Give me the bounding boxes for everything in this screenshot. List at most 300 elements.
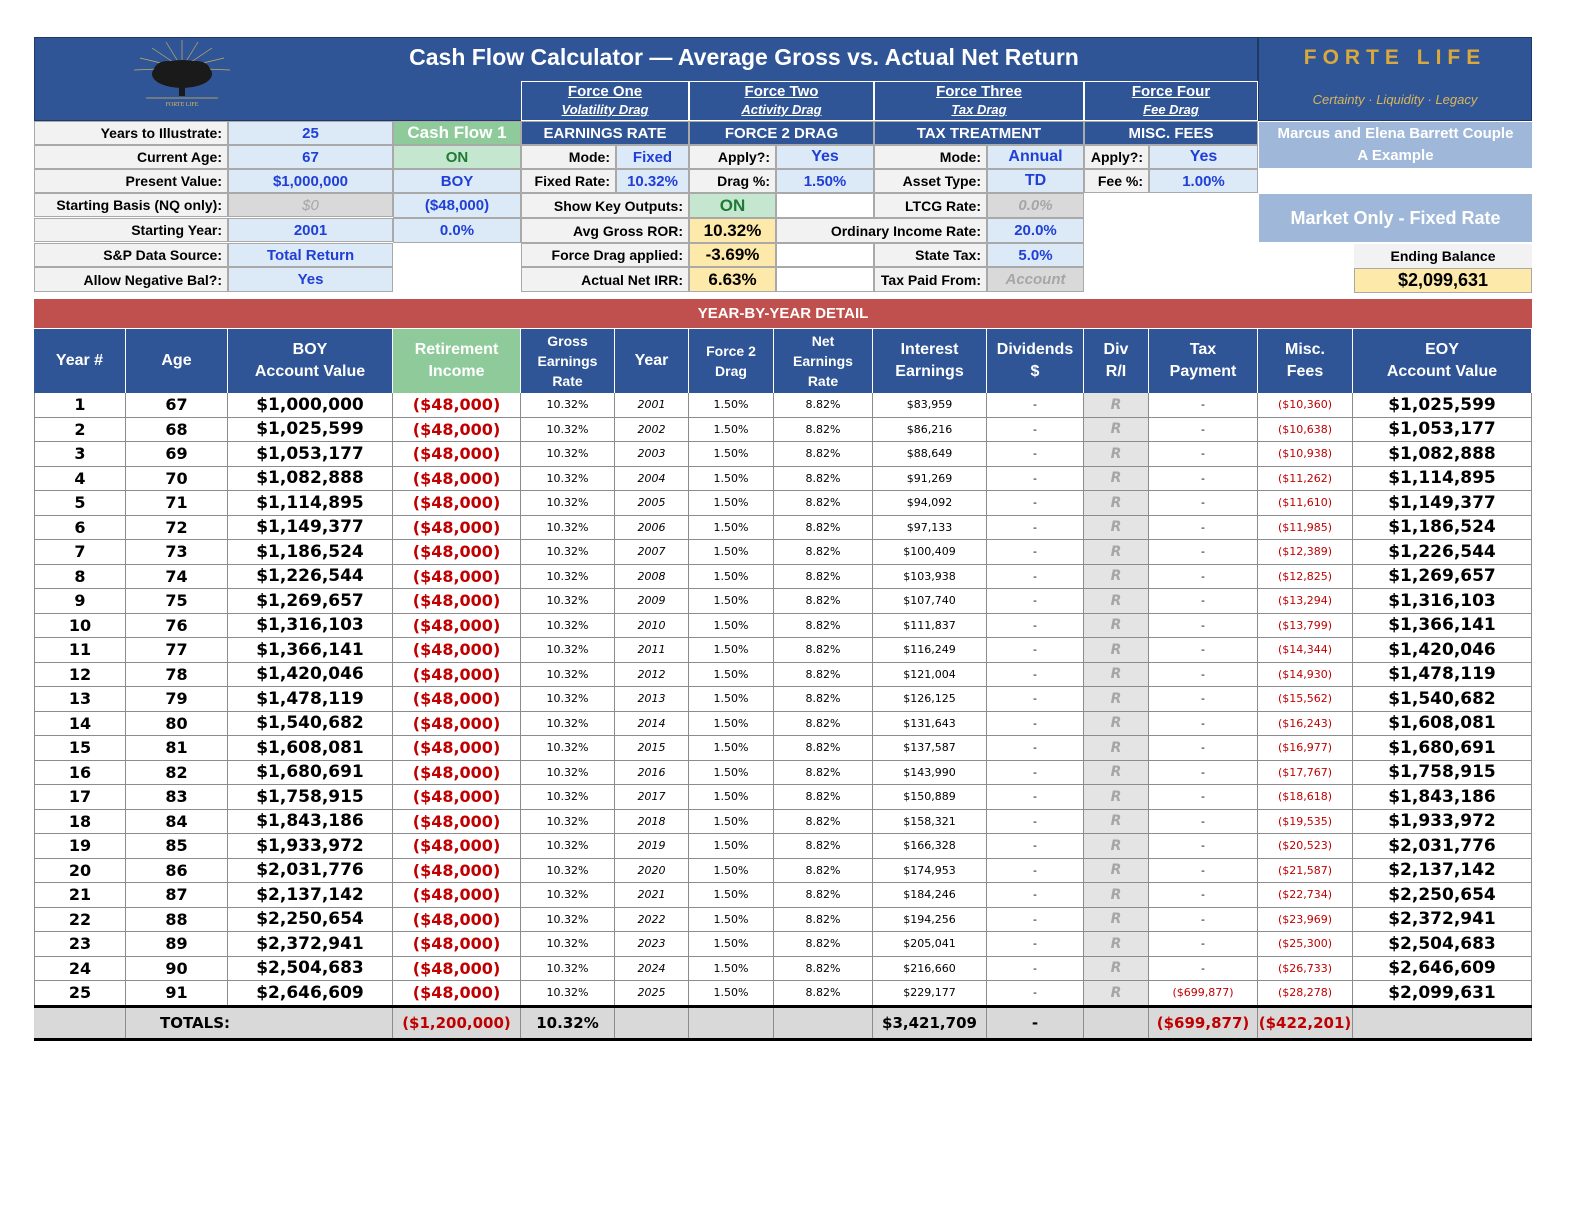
cell-retirement-income: ($48,000) — [393, 785, 521, 810]
cell-age: 78 — [126, 663, 228, 688]
cell-force2-drag: 1.50% — [689, 883, 774, 908]
cell-dividends: - — [987, 687, 1084, 712]
cell-year: 2021 — [615, 883, 689, 908]
cell-year: 2018 — [615, 810, 689, 835]
cell-net-rate: 8.82% — [774, 761, 873, 786]
cell-eoy-value: $1,053,177 — [1353, 418, 1532, 443]
earnings-mode-select[interactable]: Fixed — [616, 145, 689, 169]
cell-force2-drag: 1.50% — [689, 761, 774, 786]
net-irr-label: Actual Net IRR: — [521, 267, 689, 292]
cell-dividends: - — [987, 932, 1084, 957]
table-row — [34, 957, 1532, 982]
cell-net-rate: 8.82% — [774, 932, 873, 957]
table-row — [34, 859, 1532, 884]
cell-boy-value: $1,680,691 — [228, 761, 393, 786]
cell-boy-value: $1,082,888 — [228, 467, 393, 492]
cell-boy-value: $1,114,895 — [228, 491, 393, 516]
cell-retirement-income: ($48,000) — [393, 638, 521, 663]
cell-year-num: 4 — [34, 467, 126, 492]
cell-year-num: 1 — [34, 393, 126, 418]
cell-boy-value: $1,269,657 — [228, 589, 393, 614]
cell-age: 77 — [126, 638, 228, 663]
sp-source-select[interactable]: Total Return — [228, 243, 393, 267]
show-outputs-label: Show Key Outputs: — [521, 193, 689, 218]
table-row — [34, 736, 1532, 761]
cell-tax-payment: - — [1149, 491, 1258, 516]
total-dividends: - — [987, 1008, 1084, 1038]
cell-year-num: 21 — [34, 883, 126, 908]
cell-net-rate: 8.82% — [774, 712, 873, 737]
cell-gross-rate: 10.32% — [521, 516, 615, 541]
avg-ror-label: Avg Gross ROR: — [521, 218, 689, 243]
cell-div-ri: R — [1084, 932, 1149, 957]
cell-gross-rate: 10.32% — [521, 834, 615, 859]
col-header-net-rate: Net Earnings Rate — [774, 329, 873, 393]
cell-eoy-value: $1,420,046 — [1353, 638, 1532, 663]
cell-tax-payment: - — [1149, 565, 1258, 590]
cell-dividends: - — [987, 712, 1084, 737]
age-input[interactable]: 67 — [228, 145, 393, 169]
col-header-misc-fees: Misc. Fees — [1258, 329, 1353, 393]
table-row — [34, 785, 1532, 810]
cell-div-ri: R — [1084, 810, 1149, 835]
cell-dividends: - — [987, 565, 1084, 590]
cell-year: 2020 — [615, 859, 689, 884]
cell-net-rate: 8.82% — [774, 981, 873, 1006]
cell-age: 72 — [126, 516, 228, 541]
cell-tax-payment: - — [1149, 712, 1258, 737]
cell-gross-rate: 10.32% — [521, 810, 615, 835]
cell-dividends: - — [987, 981, 1084, 1006]
cell-year: 2013 — [615, 687, 689, 712]
cell-dividends: - — [987, 418, 1084, 443]
cell-div-ri: R — [1084, 540, 1149, 565]
cell-dividends: - — [987, 491, 1084, 516]
cell-year-num: 23 — [34, 932, 126, 957]
basis-input[interactable]: $0 — [228, 193, 393, 217]
cell-interest-earnings: $86,216 — [873, 418, 987, 443]
cell-div-ri: R — [1084, 883, 1149, 908]
force-one-subtitle: Volatility Drag — [561, 102, 649, 117]
cell-tax-payment: - — [1149, 687, 1258, 712]
cell-boy-value: $2,031,776 — [228, 859, 393, 884]
cell-dividends: - — [987, 785, 1084, 810]
cell-div-ri: R — [1084, 638, 1149, 663]
cell-age: 79 — [126, 687, 228, 712]
cell-net-rate: 8.82% — [774, 785, 873, 810]
cell-net-rate: 8.82% — [774, 491, 873, 516]
ending-balance-value: $2,099,631 — [1354, 268, 1532, 293]
cell-misc-fees: ($18,618) — [1258, 785, 1353, 810]
cell-retirement-income: ($48,000) — [393, 589, 521, 614]
cell-retirement-income: ($48,000) — [393, 491, 521, 516]
force2-drag-label: Drag %: — [689, 169, 776, 193]
years-label: Years to Illustrate: — [34, 121, 228, 145]
cell-net-rate: 8.82% — [774, 467, 873, 492]
cell-year: 2019 — [615, 834, 689, 859]
cell-gross-rate: 10.32% — [521, 467, 615, 492]
col-header-year: Year — [615, 329, 689, 393]
cell-year-num: 11 — [34, 638, 126, 663]
table-row — [34, 810, 1532, 835]
cell-year-num: 12 — [34, 663, 126, 688]
earnings-rate-header: EARNINGS RATE — [521, 121, 689, 145]
cell-force2-drag: 1.50% — [689, 712, 774, 737]
fee-pct-input[interactable]: 1.00% — [1149, 169, 1258, 193]
cell-year: 2011 — [615, 638, 689, 663]
cell-dividends: - — [987, 736, 1084, 761]
cell-dividends: - — [987, 663, 1084, 688]
forte-life-logo — [126, 38, 238, 120]
table-row — [34, 540, 1532, 565]
cell-tax-payment: - — [1149, 663, 1258, 688]
cell-year-num: 10 — [34, 614, 126, 639]
cell-dividends: - — [987, 393, 1084, 418]
table-row — [34, 393, 1532, 418]
cell-net-rate: 8.82% — [774, 540, 873, 565]
cell-misc-fees: ($21,587) — [1258, 859, 1353, 884]
cell-boy-value: $2,372,941 — [228, 932, 393, 957]
cell-year: 2023 — [615, 932, 689, 957]
cell-div-ri: R — [1084, 859, 1149, 884]
cell-force2-drag: 1.50% — [689, 810, 774, 835]
cell-div-ri: R — [1084, 663, 1149, 688]
drag-applied-label: Force Drag applied: — [521, 243, 689, 267]
cell-eoy-value: $1,540,682 — [1353, 687, 1532, 712]
net-irr-value: 6.63% — [689, 267, 776, 292]
cell-interest-earnings: $137,587 — [873, 736, 987, 761]
cell-force2-drag: 1.50% — [689, 957, 774, 982]
cell-div-ri: R — [1084, 589, 1149, 614]
logo-text: FORTE LIFE — [165, 102, 199, 108]
avg-ror-value: 10.32% — [689, 218, 776, 243]
cell-dividends: - — [987, 467, 1084, 492]
totals-row — [34, 1005, 1532, 1041]
cell-div-ri: R — [1084, 712, 1149, 737]
cell-tax-payment: - — [1149, 736, 1258, 761]
cell-force2-drag: 1.50% — [689, 908, 774, 933]
cell-gross-rate: 10.32% — [521, 859, 615, 884]
cell-eoy-value: $1,114,895 — [1353, 467, 1532, 492]
cell-div-ri: R — [1084, 614, 1149, 639]
cell-force2-drag: 1.50% — [689, 418, 774, 443]
cell-year-num: 24 — [34, 957, 126, 982]
cell-year-num: 18 — [34, 810, 126, 835]
cell-dividends: - — [987, 810, 1084, 835]
cell-age: 90 — [126, 957, 228, 982]
cell-gross-rate: 10.32% — [521, 442, 615, 467]
cell-interest-earnings: $143,990 — [873, 761, 987, 786]
cell-net-rate: 8.82% — [774, 736, 873, 761]
cell-retirement-income: ($48,000) — [393, 834, 521, 859]
cell-misc-fees: ($13,294) — [1258, 589, 1353, 614]
cell-gross-rate: 10.32% — [521, 957, 615, 982]
cell-interest-earnings: $116,249 — [873, 638, 987, 663]
cell-tax-payment: ($699,877) — [1149, 981, 1258, 1006]
cell-tax-payment: - — [1149, 589, 1258, 614]
start-year-label: Starting Year: — [34, 218, 228, 242]
cell-misc-fees: ($28,278) — [1258, 981, 1353, 1006]
col-header-interest-earnings: Interest Earnings — [873, 329, 987, 393]
cell-year: 2016 — [615, 761, 689, 786]
table-row — [34, 491, 1532, 516]
fees-apply-select[interactable]: Yes — [1149, 145, 1258, 169]
cell-div-ri: R — [1084, 516, 1149, 541]
force-three-title: Force Three — [936, 83, 1022, 100]
tax-treatment-header: TAX TREATMENT — [874, 121, 1084, 145]
cell-misc-fees: ($22,734) — [1258, 883, 1353, 908]
years-input[interactable]: 25 — [228, 121, 393, 145]
blank-cell — [776, 267, 874, 292]
cell-age: 86 — [126, 859, 228, 884]
cell-net-rate: 8.82% — [774, 859, 873, 884]
drag-applied-value: -3.69% — [689, 243, 776, 267]
cell-div-ri: R — [1084, 565, 1149, 590]
cell-interest-earnings: $88,649 — [873, 442, 987, 467]
cell-retirement-income: ($48,000) — [393, 761, 521, 786]
cell-force2-drag: 1.50% — [689, 540, 774, 565]
cell-interest-earnings: $107,740 — [873, 589, 987, 614]
cell-eoy-value: $1,186,524 — [1353, 516, 1532, 541]
cell-retirement-income: ($48,000) — [393, 859, 521, 884]
cell-retirement-income: ($48,000) — [393, 908, 521, 933]
cell-gross-rate: 10.32% — [521, 908, 615, 933]
col-header-eoy-value: EOY Account Value — [1353, 329, 1532, 393]
cell-retirement-income: ($48,000) — [393, 810, 521, 835]
cell-net-rate: 8.82% — [774, 565, 873, 590]
negative-bal-select[interactable]: Yes — [228, 267, 393, 292]
cell-year: 2008 — [615, 565, 689, 590]
cashflow-rate[interactable]: 0.0% — [393, 218, 521, 243]
brand-tagline: Certainty · Liquidity · Legacy — [1312, 92, 1478, 107]
cell-eoy-value: $1,758,915 — [1353, 761, 1532, 786]
cell-div-ri: R — [1084, 418, 1149, 443]
cell-retirement-income: ($48,000) — [393, 957, 521, 982]
cell-boy-value: $1,843,186 — [228, 810, 393, 835]
cell-year: 2017 — [615, 785, 689, 810]
cell-force2-drag: 1.50% — [689, 491, 774, 516]
cell-force2-drag: 1.50% — [689, 981, 774, 1006]
cell-retirement-income: ($48,000) — [393, 540, 521, 565]
force2-drag-header: FORCE 2 DRAG — [689, 121, 874, 145]
cashflow-status[interactable]: ON — [393, 145, 521, 169]
basis-label: Starting Basis (NQ only): — [34, 193, 228, 217]
cell-div-ri: R — [1084, 736, 1149, 761]
tax-mode-select[interactable]: Annual — [987, 145, 1084, 169]
cell-year-num: 2 — [34, 418, 126, 443]
cell-net-rate: 8.82% — [774, 589, 873, 614]
cell-gross-rate: 10.32% — [521, 589, 615, 614]
cell-year-num: 15 — [34, 736, 126, 761]
blank-cell — [776, 243, 874, 267]
table-row — [34, 516, 1532, 541]
cell-force2-drag: 1.50% — [689, 687, 774, 712]
total-blank — [615, 1008, 689, 1038]
cell-eoy-value: $2,372,941 — [1353, 908, 1532, 933]
cell-dividends: - — [987, 442, 1084, 467]
cell-gross-rate: 10.32% — [521, 687, 615, 712]
scenario-label: Market Only - Fixed Rate — [1259, 194, 1532, 242]
cell-interest-earnings: $83,959 — [873, 393, 987, 418]
blank-cell — [776, 193, 874, 218]
cell-gross-rate: 10.32% — [521, 638, 615, 663]
force-three-header — [874, 81, 1084, 121]
cell-boy-value: $1,540,682 — [228, 712, 393, 737]
cell-tax-payment: - — [1149, 516, 1258, 541]
cell-retirement-income: ($48,000) — [393, 393, 521, 418]
cell-year-num: 19 — [34, 834, 126, 859]
ordinary-rate-input[interactable]: 20.0% — [987, 218, 1084, 243]
cell-retirement-income: ($48,000) — [393, 687, 521, 712]
cell-eoy-value: $2,099,631 — [1353, 981, 1532, 1006]
cell-boy-value: $1,608,081 — [228, 736, 393, 761]
cell-interest-earnings: $166,328 — [873, 834, 987, 859]
cell-gross-rate: 10.32% — [521, 663, 615, 688]
cell-dividends: - — [987, 883, 1084, 908]
asset-type-select[interactable]: TD — [987, 169, 1084, 193]
cell-gross-rate: 10.32% — [521, 883, 615, 908]
cell-misc-fees: ($14,930) — [1258, 663, 1353, 688]
force2-apply-select[interactable]: Yes — [776, 145, 874, 169]
cell-year-num: 20 — [34, 859, 126, 884]
cell-year: 2025 — [615, 981, 689, 1006]
cell-dividends: - — [987, 859, 1084, 884]
cell-age: 74 — [126, 565, 228, 590]
cell-boy-value: $1,000,000 — [228, 393, 393, 418]
cell-eoy-value: $1,680,691 — [1353, 736, 1532, 761]
cell-boy-value: $2,504,683 — [228, 957, 393, 982]
cell-gross-rate: 10.32% — [521, 565, 615, 590]
cell-tax-payment: - — [1149, 834, 1258, 859]
show-outputs-toggle[interactable]: ON — [689, 193, 776, 218]
cell-force2-drag: 1.50% — [689, 638, 774, 663]
cell-retirement-income: ($48,000) — [393, 614, 521, 639]
pv-input[interactable]: $1,000,000 — [228, 169, 393, 193]
cell-force2-drag: 1.50% — [689, 834, 774, 859]
col-header-dividends: Dividends $ — [987, 329, 1084, 393]
cell-force2-drag: 1.50% — [689, 442, 774, 467]
cell-misc-fees: ($12,825) — [1258, 565, 1353, 590]
table-row — [34, 761, 1532, 786]
cell-force2-drag: 1.50% — [689, 516, 774, 541]
cell-misc-fees: ($20,523) — [1258, 834, 1353, 859]
cell-eoy-value: $1,316,103 — [1353, 589, 1532, 614]
cell-eoy-value: $1,608,081 — [1353, 712, 1532, 737]
cell-misc-fees: ($26,733) — [1258, 957, 1353, 982]
cell-gross-rate: 10.32% — [521, 981, 615, 1006]
cell-interest-earnings: $194,256 — [873, 908, 987, 933]
total-interest: $3,421,709 — [873, 1008, 987, 1038]
cell-dividends: - — [987, 540, 1084, 565]
cell-interest-earnings: $91,269 — [873, 467, 987, 492]
ending-balance-label: Ending Balance — [1354, 244, 1532, 268]
cell-retirement-income: ($48,000) — [393, 736, 521, 761]
cell-misc-fees: ($17,767) — [1258, 761, 1353, 786]
table-row — [34, 565, 1532, 590]
cell-interest-earnings: $184,246 — [873, 883, 987, 908]
cell-tax-payment: - — [1149, 418, 1258, 443]
cell-tax-payment: - — [1149, 957, 1258, 982]
cell-boy-value: $1,226,544 — [228, 565, 393, 590]
cell-force2-drag: 1.50% — [689, 565, 774, 590]
cell-eoy-value: $1,025,599 — [1353, 393, 1532, 418]
cell-gross-rate: 10.32% — [521, 540, 615, 565]
cashflow-timing[interactable]: BOY — [393, 169, 521, 193]
col-header-gross-rate: Gross Earnings Rate — [521, 329, 615, 393]
cell-year-num: 14 — [34, 712, 126, 737]
cell-year: 2006 — [615, 516, 689, 541]
cell-interest-earnings: $111,837 — [873, 614, 987, 639]
force-three-subtitle: Tax Drag — [951, 102, 1007, 117]
fixed-rate-input[interactable]: 10.32% — [616, 169, 689, 193]
cell-misc-fees: ($25,300) — [1258, 932, 1353, 957]
cell-misc-fees: ($11,262) — [1258, 467, 1353, 492]
col-header-boy-value: BOY Account Value — [228, 329, 393, 393]
cell-retirement-income: ($48,000) — [393, 565, 521, 590]
table-row — [34, 908, 1532, 933]
cell-year-num: 8 — [34, 565, 126, 590]
ltcg-input[interactable]: 0.0% — [987, 193, 1084, 218]
cell-interest-earnings: $94,092 — [873, 491, 987, 516]
cell-eoy-value: $1,843,186 — [1353, 785, 1532, 810]
cell-misc-fees: ($10,360) — [1258, 393, 1353, 418]
cell-eoy-value: $2,646,609 — [1353, 957, 1532, 982]
cell-year-num: 13 — [34, 687, 126, 712]
cell-interest-earnings: $229,177 — [873, 981, 987, 1006]
cell-dividends: - — [987, 516, 1084, 541]
cell-year-num: 9 — [34, 589, 126, 614]
cell-retirement-income: ($48,000) — [393, 663, 521, 688]
force-two-title: Force Two — [744, 83, 819, 100]
cell-div-ri: R — [1084, 834, 1149, 859]
cell-net-rate: 8.82% — [774, 663, 873, 688]
state-tax-label: State Tax: — [874, 243, 987, 267]
cell-div-ri: R — [1084, 687, 1149, 712]
cell-gross-rate: 10.32% — [521, 932, 615, 957]
force-four-title: Force Four — [1131, 83, 1211, 100]
cell-dividends: - — [987, 589, 1084, 614]
cell-year-num: 25 — [34, 981, 126, 1006]
force2-apply-label: Apply?: — [689, 145, 776, 169]
cell-misc-fees: ($12,389) — [1258, 540, 1353, 565]
state-tax-input[interactable]: 5.0% — [987, 243, 1084, 267]
cell-age: 87 — [126, 883, 228, 908]
cell-tax-payment: - — [1149, 859, 1258, 884]
cell-misc-fees: ($23,969) — [1258, 908, 1353, 933]
cell-gross-rate: 10.32% — [521, 736, 615, 761]
cell-boy-value: $2,137,142 — [228, 883, 393, 908]
cell-misc-fees: ($16,977) — [1258, 736, 1353, 761]
cell-tax-payment: - — [1149, 614, 1258, 639]
cashflow-amount[interactable]: ($48,000) — [393, 193, 521, 218]
cell-boy-value: $1,933,972 — [228, 834, 393, 859]
cell-age: 83 — [126, 785, 228, 810]
earnings-mode-label: Mode: — [521, 145, 616, 169]
cell-retirement-income: ($48,000) — [393, 442, 521, 467]
cell-interest-earnings: $216,660 — [873, 957, 987, 982]
tax-paid-select[interactable]: Account — [987, 267, 1084, 292]
force2-drag-input[interactable]: 1.50% — [776, 169, 874, 193]
cell-eoy-value: $2,137,142 — [1353, 859, 1532, 884]
cell-retirement-income: ($48,000) — [393, 467, 521, 492]
ltcg-label: LTCG Rate: — [874, 193, 987, 218]
start-year-input[interactable]: 2001 — [228, 218, 393, 242]
cell-boy-value: $1,366,141 — [228, 638, 393, 663]
cell-tax-payment: - — [1149, 761, 1258, 786]
cell-net-rate: 8.82% — [774, 418, 873, 443]
table-row — [34, 687, 1532, 712]
table-row — [34, 467, 1532, 492]
